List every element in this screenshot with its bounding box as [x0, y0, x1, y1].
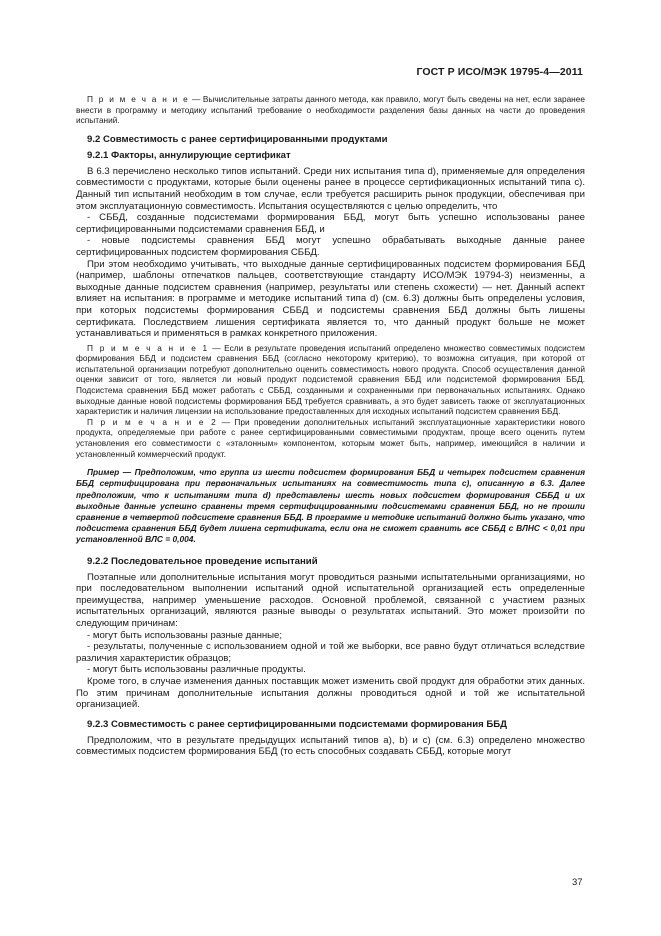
note-text: — Вычислительные затраты данного метода, как правило, могут быть сведены на нет, если заранее внести в программу и методику испытаний требование о необходимости разделения базы данных на части до проведения испытаний.: [76, 94, 585, 126]
note-top: [76, 94, 585, 126]
list-item: - новые подсистемы сравнения ББД могут успешно обрабатывать выходные данные ранее сертифицированных подсистем формирования СББД.: [76, 235, 585, 258]
note-label: П р и м е ч а н и е 2: [87, 416, 218, 427]
note-label: П р и м е ч а н и е: [87, 94, 190, 104]
note-label: П р и м е ч а н и е 1: [87, 342, 209, 353]
page-content: [76, 94, 585, 758]
document-header: ГОСТ Р ИСО/МЭК 19795-4—2011: [416, 66, 583, 78]
note-text: — При проведении дополнительных испытаний эксплуатационные характеристики нового продукта, определяемые при работе с ранее сертифицированными совместимыми продуктам, проще всего оценить путем установления его совместимости с «эталонным» компонентом, которым может быть, например, имеющийся в наличии и установленный коммерческий продукт.: [76, 416, 585, 459]
paragraph: Кроме того, в случае изменения данных поставщик может изменить свой продукт для обработки этих данных. По этим причинам дополнительные испытания должны проводиться одной и той же испытательной организацией.: [76, 675, 585, 711]
section-9-2-2-heading: 9.2.2 Последовательное проведение испытаний: [87, 555, 318, 567]
note-1: [76, 343, 585, 417]
section-9-2-1-heading: 9.2.1 Факторы, аннулирующие сертификат: [87, 149, 291, 161]
note-2: [76, 417, 585, 459]
list-item: - могут быть использованы разные данные;: [87, 629, 283, 641]
paragraph: В 6.3 перечислено несколько типов испытаний. Среди них испытания типа d), применяемые для определения совместимости с продуктами, которые были оценены ранее в процессе сертификационных испытаний типа c). Данный тип испытаний необходим в том случае, если требуется расширить рынок продукции, обеспечивая при этом эксплуатационную совместимость. Испытания осуществляются с целью определить, что: [76, 165, 585, 212]
paragraph: При этом необходимо учитывать, что выходные данные сертифицированных подсистем формирования ББД (например, шаблоны отпечатков пальцев, соответствующие стандарту ИСО/МЭК 19794-3) неизменны, а выходные данные подсистем сравнения (например, результаты или степень схожести) — нет. Данный аспект влияет на испытания: в программе и методике испытаний типа d) (см. 6.3) должны быть определены условия, при которых подсистемы формирования СББД и подсистемы сравнения ББД должны быть лишены сертификата. Последствием лишения сертификата является то, что данный продукт больше не может устанавливаться и применяться в рамках конкретного приложения.: [76, 258, 585, 340]
section-9-2-heading: 9.2 Совместимость с ранее сертифицированными продуктами: [87, 133, 388, 145]
paragraph: Предположим, что в результате предыдущих испытаний типов a), b) и c) (см. 6.3) определено множество совместимых подсистем формирования ББД (то есть способных создавать СББД, которые могут: [76, 734, 585, 758]
page-number: 37: [572, 877, 583, 888]
section-9-2-3-heading: 9.2.3 Совместимость с ранее сертифицированными подсистемами формирования ББД: [87, 718, 507, 730]
list-item: - результаты, полученные с использованием одной и той же выборки, все равно будут отличаться вследствие различия характеристик образцов;: [76, 641, 585, 664]
example-block: Пример — Предположим, что группа из шести подсистем формирования ББД и четырех подсистем сравнения ББД сертифицирована при первоначальных испытаниях на совместимость типа c), описанную в 6.3. Далее предположим, что к испытаниям типа d) представлены шесть новых подсистем формирования СББД и их выходные данные успешно сравнены тремя сертифицированными подсистемами сравнения ББД, но не прошли сравнение в четвертой подсистеме сравнения ББД. В программе и методике испытаний должно быть указано, что подсистема сравнения ББД будет лишена сертификата, если она не сможет сравнить все СББД с ВЛНС < 0,01 при установленной ВЛС = 0,004.: [76, 467, 585, 545]
paragraph: Поэтапные или дополнительные испытания могут проводиться разными испытательными организациями, но при последовательном выполнении испытаний одной испытательной организацией есть определенные преимущества, например уменьшение расходов. Основной проблемой, связанной с участием разных испытательных организаций, являются разные выводы о результатах испытаний. Это может произойти по следующим причинам:: [76, 571, 585, 630]
list-item: - могут быть использованы различные продукты.: [87, 664, 306, 676]
list-item: - СББД, созданные подсистемами формирования ББД, могут быть успешно использованы ранее сертифицированными подсистемами сравнения ББД, и: [76, 212, 585, 235]
note-text: — Если в результате проведения испытаний определено множество совместимых подсистем формирования ББД и подсистем сравнения ББД (согласно некоторому критерию), то возможна ситуация, при которой от испытательной организации потребуют дополнительно оценить совместимость нового продукта. Способ осуществления данной оценки зависит от того, является ли новый продукт подсистемой сравнения ББД или подсистемой формирования ББД. Подсистема сравнения ББД может работать с СББД, созданными и сохраненными при первоначальных испытаниях. Однако выходные данные новой подсистемы формирования ББД требуется сравнивать, а это будет зависеть также от эксплуатационных характеристик и наличия лицензии на использование предоставленных для исходных испытаний подсистем сравнения ББД.: [76, 342, 585, 417]
